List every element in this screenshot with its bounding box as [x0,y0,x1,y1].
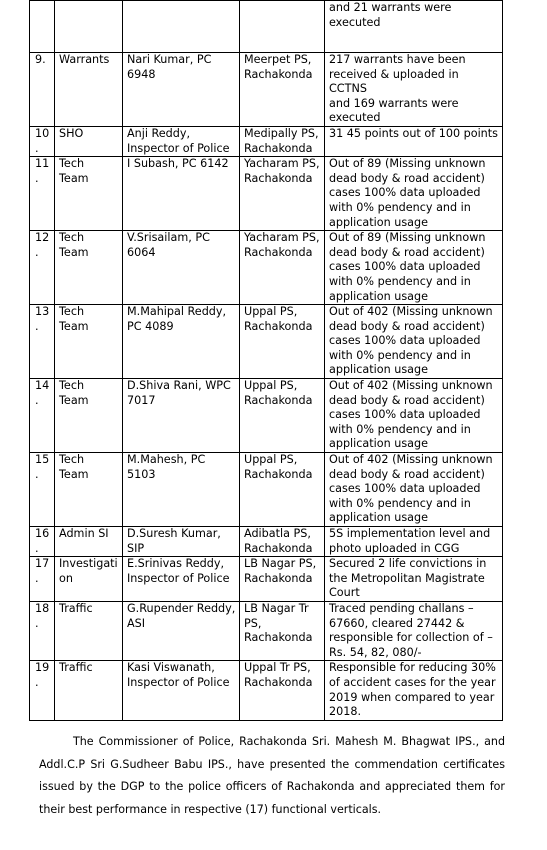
table-row-12 [30,231,503,305]
officer-name-cell: V.Srisailam, PC 6064 [123,231,240,305]
police-station-cell: Yacharam PS, Rachakonda [240,157,325,231]
vertical-cell: SHO [55,126,123,156]
vertical-cell: Tech Team [55,157,123,231]
table-row-15 [30,453,503,527]
commendation-table [29,0,503,721]
achievement-cell: Out of 89 (Missing unknown dead body & road accident) cases 100% data uploaded with 0% pendency and in application usage [325,157,503,231]
vertical-cell: Tech Team [55,231,123,305]
police-station-cell: Yacharam PS, Rachakonda [240,231,325,305]
table-row-14 [30,379,503,453]
vertical-cell: Investigati on [55,557,123,602]
police-station-cell: LB Nagar Tr PS, Rachakonda [240,601,325,660]
achievement-cell: Responsible for reducing 30% of accident cases for the year 2019 when compared to year 2018. [325,661,503,721]
achievement-cell: Traced pending challans – 67660, cleared 27442 & responsible for collection of – Rs. 54, 82, 080/- [325,601,503,660]
officer-name-cell: Kasi Viswanath, Inspector of Police [123,661,240,721]
table-row-9 [30,53,503,127]
table-row-13 [30,305,503,379]
vertical-cell: Tech Team [55,379,123,453]
officer-name-cell: I Subash, PC 6142 [123,157,240,231]
serial-number-cell: 10. [30,126,55,156]
closing-paragraph: The Commissioner of Police, Rachakonda Sri. Mahesh M. Bhagwat IPS., and Addl.C.P Sri G.Sudheer Babu IPS., have presented the commendation certificates issued by the DGP to the police officers of Rachakonda and appreciated them for their best performance in respective (17) functional verticals. [39,735,505,816]
table-row-11 [30,157,503,231]
officer-name-cell: E.Srinivas Reddy, Inspector of Police [123,557,240,602]
serial-number-cell: 12. [30,231,55,305]
officer-name-cell [123,1,240,53]
serial-number-cell: 14. [30,379,55,453]
achievement-cell: Out of 89 (Missing unknown dead body & road accident) cases 100% data uploaded with 0% pendency and in application usage [325,231,503,305]
table-row-18 [30,601,503,660]
officer-name-cell: D.Shiva Rani, WPC 7017 [123,379,240,453]
table-row-10 [30,126,503,156]
table-row-17 [30,557,503,602]
serial-number-cell: 9. [30,53,55,127]
officer-name-cell: M.Mahipal Reddy, PC 4089 [123,305,240,379]
vertical-cell: Tech Team [55,453,123,527]
vertical-cell: Tech Team [55,305,123,379]
officer-name-cell: M.Mahesh, PC 5103 [123,453,240,527]
achievement-cell: 5S implementation level and photo uploaded in CGG [325,527,503,557]
vertical-cell [55,1,123,53]
vertical-cell: Warrants [55,53,123,127]
police-station-cell: Meerpet PS, Rachakonda [240,53,325,127]
achievement-cell: Secured 2 life convictions in the Metropolitan Magistrate Court [325,557,503,602]
achievement-cell: and 21 warrants were executed [325,1,503,53]
officer-name-cell: Anji Reddy, Inspector of Police [123,126,240,156]
officer-name-cell: G.Rupender Reddy, ASI [123,601,240,660]
police-station-cell: Uppal PS, Rachakonda [240,379,325,453]
police-station-cell: LB Nagar PS, Rachakonda [240,557,325,602]
serial-number-cell [30,1,55,53]
vertical-cell: Traffic [55,661,123,721]
police-station-cell [240,1,325,53]
table-row-continued [30,1,503,53]
vertical-cell: Admin SI [55,527,123,557]
serial-number-cell: 11. [30,157,55,231]
police-station-cell: Medipally PS, Rachakonda [240,126,325,156]
officer-name-cell: Nari Kumar, PC 6948 [123,53,240,127]
serial-number-cell: 16. [30,527,55,557]
commendation-table-body [30,1,503,721]
achievement-cell: 31 45 points out of 100 points [325,126,503,156]
police-station-cell: Uppal PS, Rachakonda [240,305,325,379]
police-station-cell: Adibatla PS, Rachakonda [240,527,325,557]
serial-number-cell: 15. [30,453,55,527]
achievement-cell: 217 warrants have been received & uploaded in CCTNS and 169 warrants were executed [325,53,503,127]
achievement-cell: Out of 402 (Missing unknown dead body & road accident) cases 100% data uploaded with 0% pendency and in application usage [325,305,503,379]
table-row-16 [30,527,503,557]
serial-number-cell: 13. [30,305,55,379]
officer-name-cell: D.Suresh Kumar, SIP [123,527,240,557]
serial-number-cell: 19. [30,661,55,721]
serial-number-cell: 17. [30,557,55,602]
vertical-cell: Traffic [55,601,123,660]
serial-number-cell: 18. [30,601,55,660]
table-row-19 [30,661,503,721]
achievement-cell: Out of 402 (Missing unknown dead body & road accident) cases 100% data uploaded with 0% pendency and in application usage [325,379,503,453]
police-station-cell: Uppal Tr PS, Rachakonda [240,661,325,721]
police-station-cell: Uppal PS, Rachakonda [240,453,325,527]
achievement-cell: Out of 402 (Missing unknown dead body & road accident) cases 100% data uploaded with 0% pendency and in application usage [325,453,503,527]
